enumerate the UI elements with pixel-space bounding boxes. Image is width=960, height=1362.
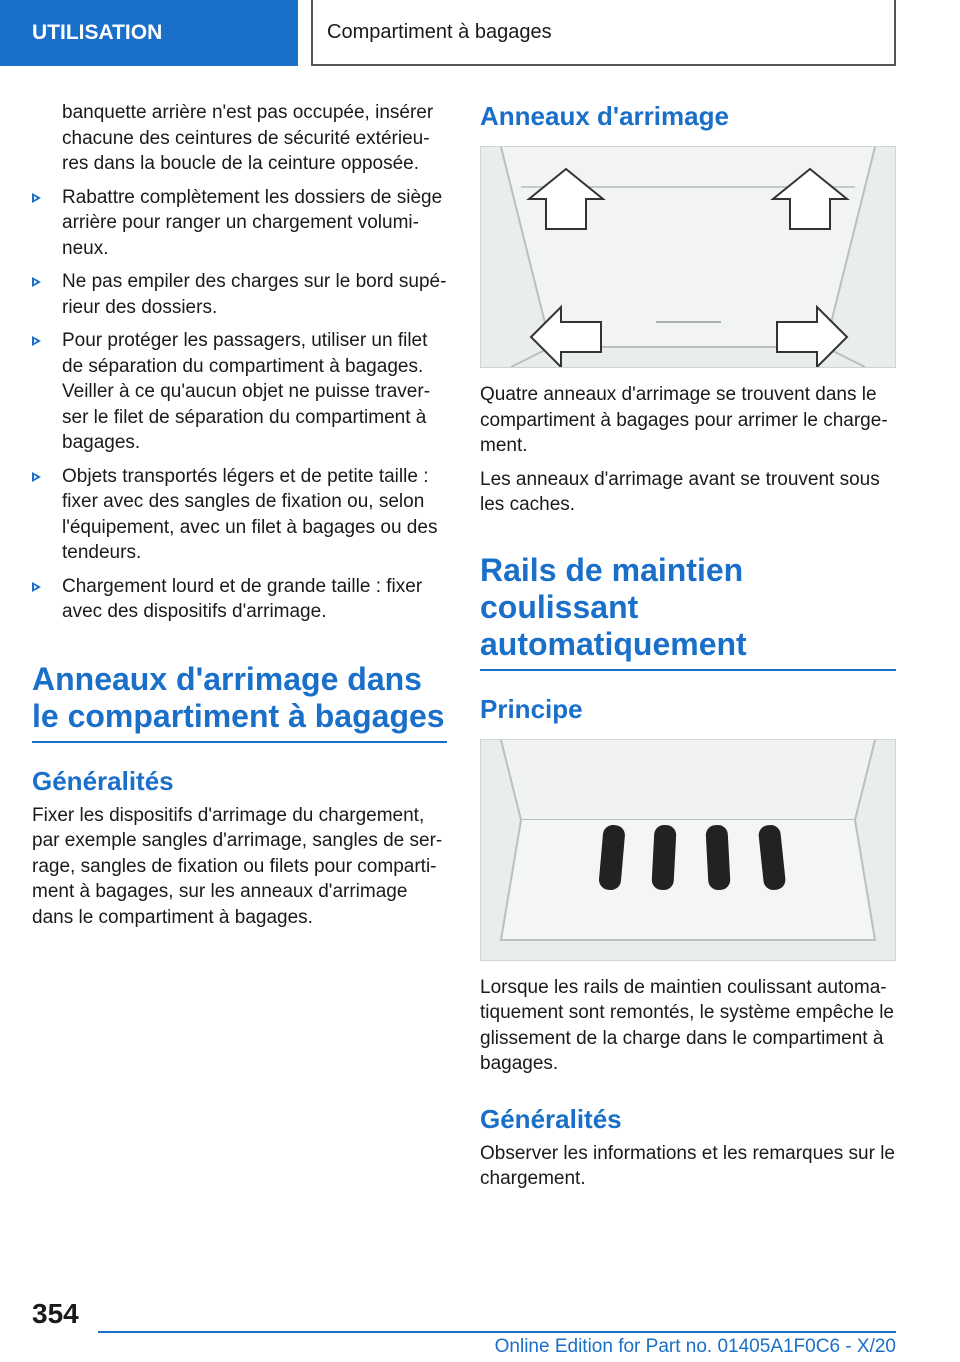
body-text: Fixer les dispositifs d'arrimage du chargement, par exemple sangles d'arrimage, sangles de serrage, sangles de fixation ou filets pour compartiment à bagages, sur les anneaux d'arrimage dans le compartiment à bagages.: [32, 804, 443, 928]
retaining-rails-image: [481, 740, 895, 960]
list-item-text: Chargement lourd et de grande taille : fixer avec des dispositifs d'arrimage.: [62, 575, 423, 622]
body-text: Quatre anneaux d'arrimage se trouvent dans le compartiment à bagages pour arrimer le chargement.: [480, 384, 888, 456]
body-text: Les anneaux d'arrimage avant se trouvent sous les caches.: [480, 468, 880, 515]
section-heading: Anneaux d'arrimage dans le compartiment à bagages: [32, 660, 445, 734]
subsection-heading: Généralités: [32, 765, 174, 796]
left-column: [32, 100, 447, 938]
footer-divider: [98, 1331, 896, 1333]
triangle-bullet-icon: [32, 472, 41, 482]
list-item-text: Pour protéger les passagers, utiliser un filet de séparation du compartiment à bagages. Veiller à ce qu'aucun objet ne puisse traverser le filet de séparation du compartiment à bagages.: [62, 330, 431, 453]
chapter-title: Compartiment à bagages: [311, 0, 896, 66]
luggage-compartment-arrows-image: [481, 147, 895, 367]
subsection-heading: Généralités: [480, 1103, 622, 1134]
retaining-rails-illustration: [480, 739, 896, 961]
subsection-heading: Anneaux d'arrimage: [480, 101, 729, 131]
edition-text: Online Edition for Part no. 01405A1F0C6 - X/20: [494, 1336, 896, 1357]
triangle-bullet-icon: [32, 277, 41, 287]
section-tab: UTILISATION: [0, 0, 298, 66]
triangle-bullet-icon: [32, 193, 41, 203]
body-text: Observer les informations et les remarques sur le chargement.: [480, 1142, 895, 1189]
list-item: [32, 328, 447, 456]
list-item: [32, 269, 447, 320]
triangle-bullet-icon: [32, 336, 41, 346]
list-item: [32, 464, 447, 566]
list-item-text: Objets transportés légers et de petite taille : fixer avec des sangles de fixation ou, selon l'équipement, avec un filet à bagages ou des tendeurs.: [62, 465, 438, 563]
body-text: Lorsque les rails de maintien coulissant automatiquement sont remontés, le système empêche le glissement de la charge dans le compartiment à bagages.: [480, 976, 894, 1074]
tie-down-rings-illustration: [480, 146, 896, 368]
subsection-heading: Principe: [480, 693, 583, 724]
section-heading-block: [32, 661, 447, 743]
section-heading-block: [480, 552, 896, 671]
triangle-bullet-icon: [32, 582, 41, 592]
list-item-text: Rabattre complètement les dossiers de siège arrière pour ranger un chargement volumineux.: [62, 186, 443, 259]
list-item: [32, 574, 447, 625]
section-heading: Rails de maintien coulissant automatiquement: [480, 551, 747, 662]
list-item-text: Ne pas empiler des charges sur le bord supérieur des dossiers.: [62, 271, 447, 318]
instruction-list: [32, 185, 447, 625]
page-number: 354: [32, 1298, 79, 1329]
list-item: [32, 185, 447, 262]
right-column: [480, 100, 896, 1200]
intro-text: banquette arrière n'est pas occupée, insérer chacune des ceintures de sécurité extérieures dans la boucle de la ceinture opposée.: [62, 102, 434, 174]
